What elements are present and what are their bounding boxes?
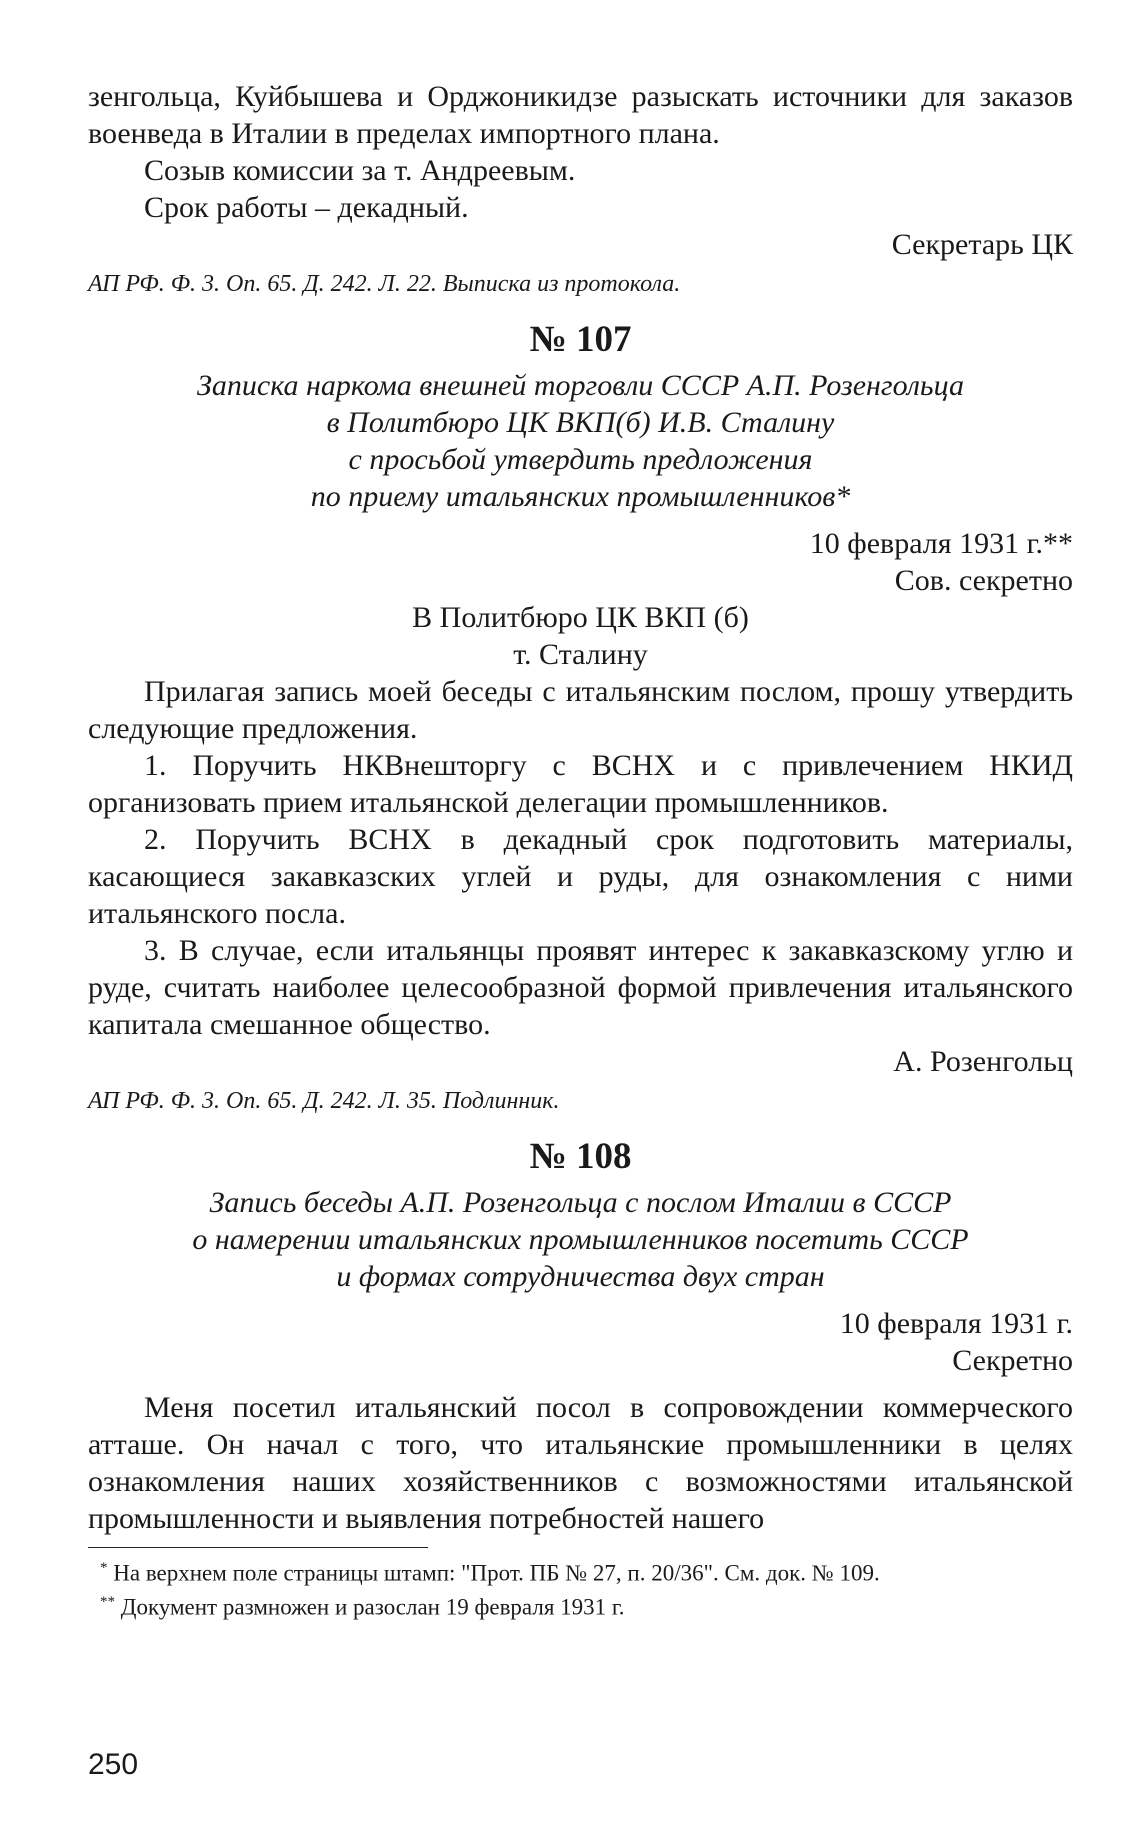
title-line: с просьбой утвердить предложения [348, 443, 813, 476]
title-line: Запись беседы А.П. Розенгольца с послом Италии в СССР [209, 1186, 952, 1219]
addressee-politburo: В Политбюро ЦК ВКП (б) [412, 601, 749, 634]
footnote-mark: * [100, 1560, 108, 1576]
footnote-2 [88, 1588, 1073, 1622]
doc-title-108 [88, 1184, 1073, 1295]
doc-number-108: № 108 [529, 1136, 632, 1177]
page-number: 250 [88, 1748, 139, 1781]
conversation-body: Меня посетил итальянский посол в сопровождении коммерческого атташе. Он начал с того, что итальянские промышленники в целях ознакомления наших хозяйственников с возможностями итальянской промышленности и выявления потребностей нашего [88, 1391, 1073, 1535]
proposal-item-1: 1. Поручить НКВнешторгу с ВСНХ и с привлечением НКИД организовать прием итальянской делегации промышленников. [88, 749, 1073, 819]
secrecy-label-108: Секретно [952, 1344, 1073, 1377]
archive-source-1: АП РФ. Ф. 3. Оп. 65. Д. 242. Л. 22. Выписка из протокола. [88, 271, 681, 297]
doc-number-107: № 107 [529, 319, 632, 360]
title-line: и формах сотрудничества двух стран [336, 1260, 825, 1293]
footnote-mark: ** [100, 1593, 115, 1610]
addressee-stalin: т. Сталину [513, 638, 648, 671]
title-line: Записка наркома внешней торговли СССР А.П. Розенгольца [197, 369, 964, 402]
secrecy-label-107: Сов. секретно [894, 564, 1073, 597]
continued-text: зенгольца, Куйбышева и Орджоникидзе разыскать источники для заказов военведа в Италии в пределах импортного плана. [88, 80, 1073, 150]
title-line: в Политбюро ЦК ВКП(б) И.В. Сталину [326, 406, 835, 439]
work-term: Срок работы – декадный. [144, 191, 469, 224]
archive-source-2: АП РФ. Ф. 3. Оп. 65. Д. 242. Л. 35. Подлинник. [88, 1088, 560, 1114]
rozengolts-signature: А. Розенгольц [893, 1045, 1073, 1078]
title-line: о намерении итальянских промышленников посетить СССР [192, 1223, 969, 1256]
title-line: по приему итальянских промышленников* [310, 480, 851, 513]
footnote-divider [88, 1547, 428, 1548]
proposal-item-2: 2. Поручить ВСНХ в декадный срок подготовить материалы, касающиеся закавказских углей и руды, для ознакомления с ними итальянского посла. [88, 823, 1073, 930]
proposal-item-3: 3. В случае, если итальянцы проявят интерес к закавказскому углю и руде, считать наиболее целесообразной формой привлечения итальянского капитала смешанное общество. [88, 934, 1073, 1041]
doc-date-108: 10 февраля 1931 г. [839, 1307, 1073, 1340]
footnote-1 [88, 1554, 1073, 1588]
secretary-signature: Секретарь ЦК [891, 228, 1073, 261]
doc-date-107: 10 февраля 1931 г.** [809, 527, 1073, 560]
doc-title-107 [88, 367, 1073, 515]
footnote-text: На верхнем поле страницы штамп: "Прот. ПБ № 27, п. 20/36". См. док. № 109. [113, 1560, 880, 1586]
book-page [88, 78, 1073, 1818]
commission-convening: Созыв комиссии за т. Андреевым. [144, 154, 576, 187]
memo-intro: Прилагая запись моей беседы с итальянским послом, прошу утвердить следующие предложения. [88, 675, 1073, 745]
footnote-text: Документ размножен и разослан 19 февраля 1931 г. [120, 1594, 625, 1620]
